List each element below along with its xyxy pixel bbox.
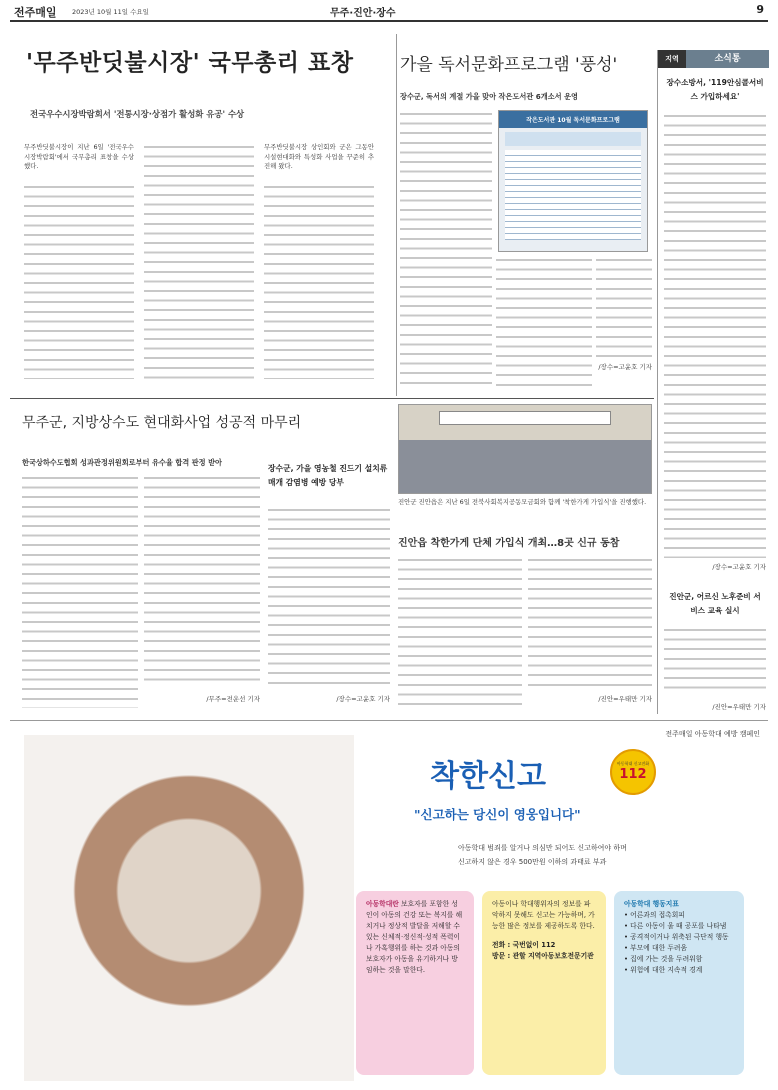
sidebar-title: 소식통 bbox=[686, 50, 769, 68]
box3-item: • 위험에 대한 지속적 경계 bbox=[624, 966, 703, 974]
welfare-caption: 진안군 진안읍은 지난 6일 전북사회복지공동모금회와 함께 '착한가게 가입식'을 진행했다. bbox=[398, 498, 647, 506]
section-divider bbox=[10, 398, 654, 399]
sidebar-item1-byline: /장수=고윤호 기자 bbox=[712, 563, 766, 571]
ad-desc-1: 아동학대 범죄를 알거나 의심만 되어도 신고하여야 하며 bbox=[458, 844, 627, 852]
box1-text: 보호자를 포함한 성인이 아동의 건강 또는 복지를 해치거나 정상적 발달을 저해할 수 있는 신체적·정신적·성적 폭력이나 가혹행위를 하는 것과 아동의 보호자가 아동을 유기하거나 방임하는 것을 말한다. bbox=[366, 900, 463, 974]
reading-subhead: 장수군, 독서의 계절 가을 맞아 작은도서관 6개소서 운영 bbox=[400, 92, 578, 101]
page-number: 9 bbox=[756, 3, 764, 16]
poster-title: 작은도서관 10월 독서문화프로그램 bbox=[499, 111, 647, 128]
ad-box-yellow bbox=[482, 891, 606, 1075]
ad-box-blue bbox=[614, 891, 744, 1075]
welfare-headline: 진안읍 착한가게 단체 가입식 개최…8곳 신규 동참 bbox=[398, 538, 620, 549]
box2-text: 아동이나 학대행위자의 정보를 파악하지 못해도 신고는 가능하며, 가능한 많은 정보를 제공하도록 한다. bbox=[492, 900, 595, 930]
sidebar-item2-byline: /진안=우태만 기자 bbox=[712, 703, 766, 711]
ad-campaign: 전주매일 아동학대 예방 캠페인 bbox=[665, 730, 760, 738]
box3-item: • 부모에 대한 두려움 bbox=[624, 944, 688, 952]
ad-slogan: "신고하는 당신이 영웅입니다" bbox=[414, 807, 581, 822]
alert-title: 장수군, 가을 영농철 진드기 설치류 매개 감염병 예방 당부 bbox=[268, 464, 388, 487]
paper-name: 전주매일 bbox=[14, 6, 57, 19]
lead-line-2: 무주반딧불시장 상인회와 군은 그동안 시설현대화와 특성화 사업을 꾸준히 추진해 왔다. bbox=[264, 143, 374, 171]
box3-title: 아동학대 행동지표 bbox=[624, 900, 679, 908]
masthead-rule bbox=[10, 20, 768, 22]
badge-top: 아동학대 신고전화 bbox=[616, 761, 650, 766]
welfare-photo bbox=[398, 404, 652, 494]
sidebar-item2-title: 진안군, 어르신 노후준비 서비스 교육 실시 bbox=[669, 592, 761, 615]
ad-logo: 착한신고 bbox=[430, 759, 546, 794]
column-rule bbox=[396, 34, 397, 396]
badge-number: 112 bbox=[619, 767, 647, 782]
water-byline: /무주=전운선 기자 bbox=[206, 695, 260, 703]
ad-box-pink bbox=[356, 891, 474, 1075]
box3-item: • 다른 아동이 울 때 공포를 나타냄 bbox=[624, 922, 727, 930]
sidebar-item1-title: 장수소방서, '119안심콜서비스 가입하세요' bbox=[666, 78, 764, 101]
lead-line-1: 무주반딧불시장이 지난 6일 '전국우수시장박람회'에서 국무총리 표창을 수상했다. bbox=[24, 143, 134, 171]
masthead bbox=[10, 2, 768, 20]
lead-subhead: 전국우수시장박람회서 '전통시장·상점가 활성화 유공' 수상 bbox=[30, 109, 245, 119]
box3-item: • 집에 가는 것을 두려워함 bbox=[624, 955, 703, 963]
ad-image bbox=[24, 735, 354, 1081]
issue-date: 2023년 10월 11일 수요일 bbox=[72, 8, 149, 16]
water-headline: 무주군, 지방상수도 현대화사업 성공적 마무리 bbox=[22, 415, 302, 431]
box3-item: • 공격적이거나 위축된 극단적 행동 bbox=[624, 933, 729, 941]
alert-byline: /장수=고윤호 기자 bbox=[336, 695, 390, 703]
box3-item: • 어른과의 접촉회피 bbox=[624, 911, 685, 919]
water-subhead: 한국상하수도협회 성과관정위원회로부터 유수율 합격 판정 받아 bbox=[22, 458, 222, 467]
sidebar bbox=[657, 50, 768, 714]
box1-title: 아동학대란 bbox=[366, 900, 399, 908]
lead-body bbox=[24, 143, 392, 363]
ad-badge bbox=[610, 749, 656, 795]
ad-desc-2: 신고하지 않은 경우 500만원 이하의 과태료 부과 bbox=[458, 858, 607, 866]
welfare-byline: /진안=우태만 기자 bbox=[598, 695, 652, 703]
reading-byline: /장수=고윤호 기자 bbox=[598, 363, 652, 371]
box2-visit: 방문 : 관할 지역아동보호전문기관 bbox=[492, 952, 594, 960]
box2-phone: 전화 : 국번없이 112 bbox=[492, 941, 556, 949]
sidebar-tag: 지역 bbox=[658, 50, 686, 68]
reading-headline: 가을 독서문화프로그램 '풍성' bbox=[400, 55, 618, 75]
ad-frame bbox=[10, 720, 768, 1082]
section-name: 무주·진안·장수 bbox=[330, 8, 396, 19]
reading-poster bbox=[498, 110, 648, 252]
lead-headline: '무주반딧불시장' 국무총리 표창 bbox=[26, 49, 354, 76]
